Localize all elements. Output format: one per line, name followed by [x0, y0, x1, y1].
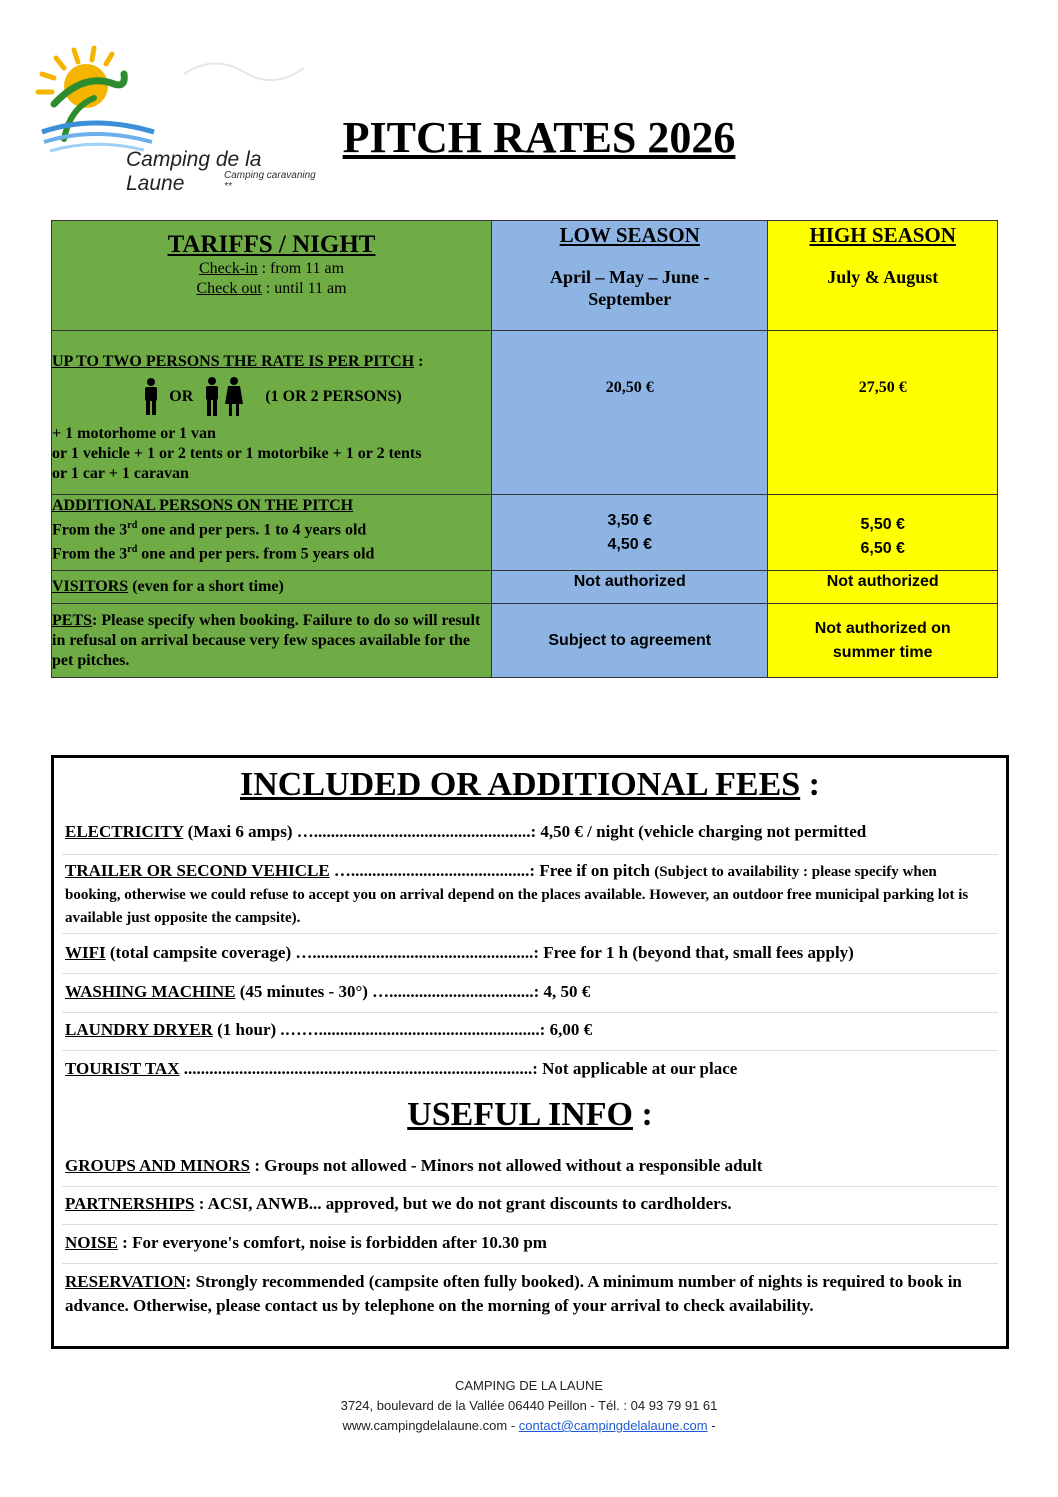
fee-washing-label: WASHING MACHINE — [65, 982, 236, 1001]
footer-separator: - — [507, 1418, 519, 1433]
pets-row — [52, 604, 998, 678]
low-season-header — [492, 221, 768, 331]
visitors-low-cell — [492, 571, 768, 604]
pets-high: Not authorized on summer time — [814, 619, 951, 661]
fee-wifi — [65, 942, 991, 964]
fee-trailer-text: …..........................................: Free if on pitch — [329, 861, 655, 880]
info-groups-text: : Groups not allowed - Minors not allowed without a responsible adult — [250, 1156, 763, 1175]
fees-title-line — [54, 766, 1006, 804]
additional-low-cell — [492, 495, 768, 571]
tariffs-title: TARIFFS / NIGHT — [167, 231, 376, 258]
page-title: PITCH RATES 2026 — [342, 113, 736, 162]
info-noise — [65, 1232, 991, 1254]
single-person-icon — [141, 377, 161, 417]
additional-title: ADDITIONAL PERSONS ON THE PITCH — [52, 497, 354, 514]
fee-tourist-tax-label: TOURIST TAX — [65, 1059, 180, 1078]
additional-line-2-a: From the 3 — [52, 545, 128, 563]
fee-electricity — [65, 821, 991, 843]
fee-trailer-label: TRAILER OR SECOND VEHICLE — [65, 861, 330, 880]
or-label: OR — [169, 388, 194, 405]
fee-washing — [65, 981, 991, 1003]
checkout-line — [52, 279, 491, 299]
info-title-suffix: : — [632, 1096, 653, 1133]
additional-row — [52, 495, 998, 571]
info-noise-text: : For everyone's comfort, noise is forbidden after 10.30 pm — [117, 1233, 547, 1252]
separator — [62, 1186, 998, 1187]
pitch-line-2: or 1 vehicle + 1 or 2 tents or 1 motorbike + 1 or 2 tents — [52, 445, 422, 462]
footer-website[interactable]: www.campingdelalaune.com — [342, 1418, 508, 1433]
checkin-value: : from 11 am — [257, 260, 345, 277]
info-reservation-label: RESERVATION — [65, 1272, 186, 1291]
fee-dryer-text: (1 hour) .……....................................................: 6,00 € — [212, 1020, 593, 1039]
info-reservation-text: : Strongly recommended (campsite often fully booked). A minimum number of nights is required to book in advance. Otherwise, please contact us by telephone on the morning of your arrival to check availability. — [65, 1272, 962, 1315]
visitors-desc-cell — [52, 571, 492, 604]
info-partnerships-text: : ACSI, ANWB... approved, but we do not grant discounts to cardholders. — [194, 1194, 732, 1213]
pitch-line-3: or 1 car + 1 caravan — [52, 465, 189, 482]
footer-contact-line — [0, 1416, 1058, 1436]
info-reservation — [65, 1270, 991, 1318]
checkout-label: Check out — [196, 280, 262, 297]
additional-line-2-b: one and per pers. from 5 years old — [137, 545, 375, 563]
pitch-desc-cell — [52, 331, 492, 495]
separator — [62, 973, 998, 974]
pitch-high-price-cell — [768, 331, 998, 495]
fee-wifi-text: (total campsite coverage) …....................................................: Free for 1 h (beyond that, small fees apply) — [105, 943, 854, 962]
couple-icon — [201, 376, 245, 418]
additional-low-price-1: 3,50 € — [607, 512, 652, 529]
tariffs-header-cell — [52, 221, 492, 331]
pitch-low-price-cell — [492, 331, 768, 495]
pitch-title-line — [52, 352, 491, 372]
fee-dryer — [65, 1019, 991, 1041]
persons-line — [52, 376, 491, 418]
pets-low: Subject to agreement — [548, 631, 712, 649]
footer-address: 3724, boulevard de la Vallée 06440 Peillon - Tél. : 04 93 79 91 61 — [340, 1398, 718, 1413]
high-season-header — [768, 221, 998, 331]
additional-high-price-1: 5,50 € — [860, 516, 905, 533]
checkout-value: : until 11 am — [261, 280, 347, 297]
info-partnerships — [65, 1193, 991, 1215]
fee-electricity-label: ELECTRICITY — [65, 822, 184, 841]
logo-tagline: Camping caravaning ** — [224, 170, 316, 192]
visitors-row — [52, 571, 998, 604]
additional-low-price-2: 4,50 € — [607, 536, 652, 553]
additional-line-1-a: From the 3 — [52, 521, 128, 539]
additional-high-cell — [768, 495, 998, 571]
separator — [62, 854, 998, 855]
separator — [62, 1263, 998, 1264]
separator — [62, 1050, 998, 1051]
info-title-line — [54, 1096, 1006, 1134]
low-season-title: LOW SEASON — [559, 223, 700, 247]
visitors-low: Not authorized — [573, 573, 686, 590]
info-groups — [65, 1155, 991, 1177]
info-noise-label: NOISE — [65, 1233, 118, 1252]
footer-email-link[interactable]: contact@campingdelalaune.com — [518, 1418, 708, 1433]
additional-line-1 — [52, 516, 491, 540]
fee-electricity-text: (Maxi 6 amps) …...................................................: 4,50 € / night (vehicle charging not permitted — [183, 822, 867, 841]
info-title: USEFUL INFO — [407, 1096, 633, 1133]
visitors-high: Not authorized — [826, 573, 939, 590]
pitch-row — [52, 331, 998, 495]
additional-line-2 — [52, 540, 491, 564]
pitch-low-price: 20,50 € — [605, 379, 654, 396]
checkin-line — [52, 259, 491, 279]
low-season-months: April – May – June - September — [549, 267, 710, 309]
pets-text — [52, 611, 491, 671]
fee-washing-text: (45 minutes - 30°) …..................................: 4, 50 € — [235, 982, 591, 1001]
info-groups-label: GROUPS AND MINORS — [65, 1156, 251, 1175]
logo-name: Camping de la Laune — [126, 148, 262, 195]
fee-trailer-note: (Subject to availability : please specify when booking, otherwise we could refuse to accept you on arrival depend on the places available. However, an outdoor free municipal parking lot is available just opposite the campsite). — [65, 864, 969, 926]
visitors-rest: (even for a short time) — [128, 578, 284, 595]
pets-title: PETS — [52, 612, 93, 629]
visitors-title: VISITORS — [52, 578, 129, 595]
rates-table — [51, 220, 998, 678]
fee-tourist-tax — [65, 1058, 991, 1080]
checkin-label: Check-in — [198, 260, 258, 277]
footer — [0, 1376, 1058, 1436]
footer-trailing: - — [707, 1418, 716, 1433]
additional-line-1-b: one and per pers. 1 to 4 years old — [137, 521, 367, 539]
info-partnerships-label: PARTNERSHIPS — [65, 1194, 195, 1213]
additional-line-2-sup: rd — [127, 544, 138, 556]
pitch-title-suffix: : — [414, 353, 424, 370]
footer-name: CAMPING DE LA LAUNE — [454, 1378, 604, 1393]
pets-desc-cell — [52, 604, 492, 678]
high-season-months: July & August — [827, 267, 939, 287]
fee-tourist-tax-text: ..................................................................................: Not applicable at our place — [179, 1059, 738, 1078]
pets-rest: : Please specify when booking. Failure to do so will result in refusal on arrival because very few spaces available for the pet pitches. — [52, 612, 481, 669]
pets-high-cell — [768, 604, 998, 678]
high-season-title: HIGH SEASON — [809, 223, 956, 247]
fees-title: INCLUDED OR ADDITIONAL FEES — [240, 766, 801, 803]
visitors-line — [52, 577, 491, 597]
additional-line-1-sup: rd — [127, 520, 138, 531]
pitch-title: UP TO TWO PERSONS THE RATE IS PER PITCH — [52, 353, 415, 370]
fee-wifi-label: WIFI — [65, 943, 106, 962]
fees-box — [51, 755, 1009, 1349]
visitors-high-cell — [768, 571, 998, 604]
fee-dryer-label: LAUNDRY DRYER — [65, 1020, 213, 1039]
fees-title-suffix: : — [800, 766, 820, 803]
rates-header-row — [52, 221, 998, 331]
additional-desc-cell — [52, 495, 492, 571]
pitch-high-price: 27,50 € — [858, 379, 907, 396]
persons-label: (1 OR 2 PERSONS) — [265, 388, 402, 405]
fee-trailer — [65, 860, 991, 929]
separator — [62, 1012, 998, 1013]
separator — [62, 1224, 998, 1225]
additional-high-price-2: 6,50 € — [860, 540, 905, 557]
pets-low-cell — [492, 604, 768, 678]
pitch-line-1: + 1 motorhome or 1 van — [52, 425, 216, 442]
separator — [62, 933, 998, 934]
